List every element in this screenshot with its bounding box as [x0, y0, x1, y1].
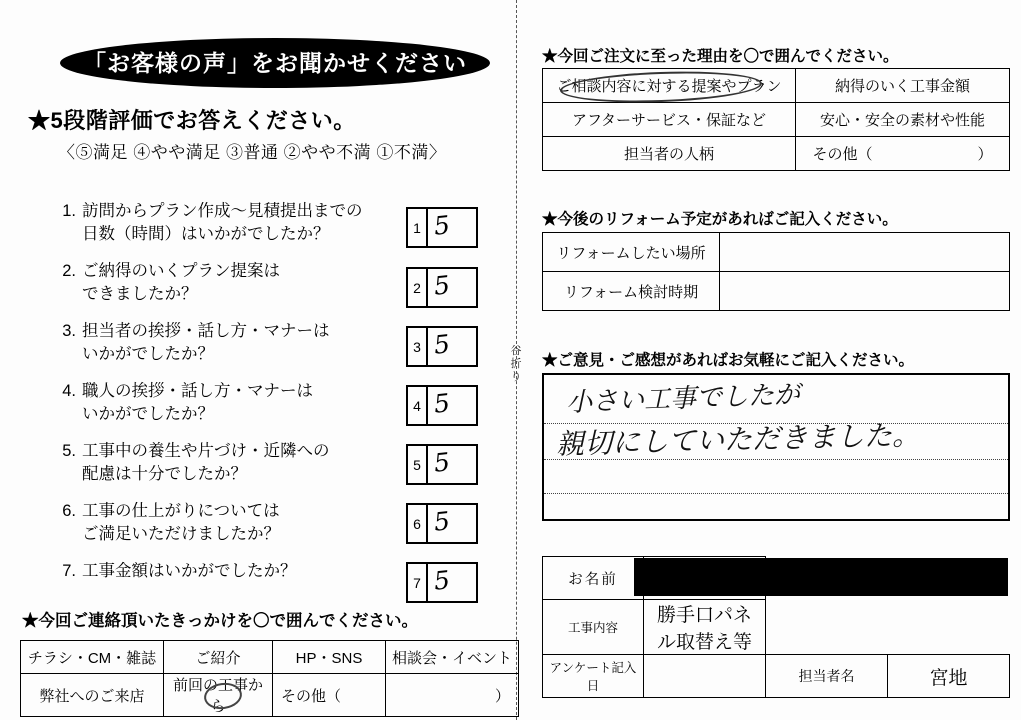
question-text-line1: 担当者の挨拶・話し方・マナーは: [82, 322, 330, 340]
question-text-line2: 日数（時間）はいかがでしたか？: [82, 225, 330, 243]
contact-source-option-other-label[interactable]: その他（: [273, 674, 386, 717]
comment-rule-3: [544, 493, 1008, 494]
fold-label-char-1: 谷: [510, 345, 522, 357]
page-title: 「お客様の声」をお聞かせください: [60, 38, 490, 88]
answer-box-number: 2: [408, 269, 428, 306]
order-reason-title: ★今回ご注文に至った理由を〇で囲んでください。: [542, 48, 899, 65]
answer-box-6[interactable]: [406, 503, 478, 544]
contact-source-option-event[interactable]: 相談会・イベント: [386, 641, 519, 674]
answer-box-3[interactable]: [406, 326, 478, 367]
comment-handwriting-line2: 親切にしていただきました。: [555, 418, 921, 461]
answer-value: 5: [432, 565, 452, 596]
contact-source-table: [20, 640, 519, 717]
question-text-line1: 工事金額はいかがでしたか？: [82, 562, 297, 580]
contact-source-option-flyer[interactable]: チラシ・CM・雑誌: [21, 641, 164, 674]
table-row: [543, 233, 1010, 272]
reason-option-other[interactable]: その他（ ）: [796, 137, 1010, 171]
work-content-label: 工事内容: [543, 600, 644, 655]
question-item: [34, 200, 414, 260]
table-row: [543, 600, 1010, 655]
reason-option-proposal[interactable]: ご相談内容に対する提案やプラン: [543, 69, 796, 103]
staff-name-label: 担当者名: [766, 655, 888, 698]
question-text-line1: 工事中の養生や片づけ・近隣への: [82, 442, 330, 460]
answer-value: 5: [432, 506, 452, 537]
question-text-line2: 配慮は十分でしたか？: [82, 465, 247, 483]
table-row: [21, 674, 519, 717]
question-text-line1: 工事の仕上がりについては: [82, 502, 280, 520]
question-text-line2: いかがでしたか？: [82, 405, 214, 423]
answer-box-number: 7: [408, 564, 428, 601]
comment-handwriting-line1: 小さい工事でしたが: [565, 379, 801, 419]
table-row: [543, 103, 1010, 137]
contact-source-option-referral[interactable]: ご紹介: [164, 641, 273, 674]
question-number: 3.: [62, 322, 76, 340]
work-content-value[interactable]: 勝手口パネル取替え等: [644, 600, 766, 655]
question-text: [82, 380, 412, 426]
answer-box-4[interactable]: [406, 385, 478, 426]
question-item: [34, 500, 414, 560]
survey-date-label: アンケート記入日: [543, 655, 644, 698]
question-text-line1: ご納得のいくプラン提案は: [82, 262, 280, 280]
customer-name-label: お名前: [543, 557, 644, 600]
question-number: 7.: [62, 562, 76, 580]
question-text: [82, 320, 412, 366]
question-text-line1: 職人の挨拶・話し方・マナーは: [82, 382, 313, 400]
rating-scale-legend: 〈⑤満足 ④やや満足 ③普通 ②やや不満 ①不満〉: [58, 143, 447, 162]
table-row: [543, 137, 1010, 171]
plan-timing-value[interactable]: [720, 272, 1010, 311]
answer-value: 5: [432, 388, 452, 419]
contact-source-option-hp-sns[interactable]: HP・SNS: [273, 641, 386, 674]
question-item: [34, 260, 414, 320]
question-text: [82, 200, 412, 246]
contact-source-option-store-visit[interactable]: 弊社へのご来店: [21, 674, 164, 717]
question-item: [34, 320, 414, 380]
question-number: 2.: [62, 262, 76, 280]
right-panel: [520, 0, 1021, 720]
table-row: [21, 641, 519, 674]
answer-box-1[interactable]: [406, 207, 478, 248]
question-text-line2: ご満足いただけましたか？: [82, 525, 280, 543]
question-list: [34, 200, 414, 620]
question-text-line1: 訪問からプラン作成～見積提出までの: [82, 202, 363, 220]
plan-location-label: リフォームしたい場所: [543, 233, 720, 272]
table-row: [543, 272, 1010, 311]
contact-source-option-previous-work[interactable]: 前回の工事から: [164, 674, 273, 717]
answer-box-2[interactable]: [406, 267, 478, 308]
answer-box-number: 4: [408, 387, 428, 424]
answer-box-7[interactable]: [406, 562, 478, 603]
question-number: 5.: [62, 442, 76, 460]
answer-box-number: 3: [408, 328, 428, 365]
answer-value: 5: [432, 270, 452, 301]
question-text: [82, 440, 412, 486]
future-plan-table: [542, 232, 1010, 311]
answer-box-number: 1: [408, 209, 428, 246]
reason-option-aftersales[interactable]: アフターサービス・保証など: [543, 103, 796, 137]
answer-box-number: 5: [408, 446, 428, 483]
future-plan-title: ★今後のリフォーム予定があればご記入ください。: [542, 211, 898, 228]
question-item: [34, 380, 414, 440]
answer-value: 5: [432, 447, 452, 478]
survey-date-value[interactable]: [644, 655, 766, 698]
question-item: [34, 440, 414, 500]
question-text: [82, 260, 412, 306]
question-text: [82, 500, 412, 546]
redaction-bar-customer-name: [634, 558, 1008, 596]
question-text-line2: できましたか？: [82, 285, 198, 303]
fold-label-char-3: り: [510, 371, 522, 383]
contact-source-option-other-close[interactable]: ）: [386, 674, 519, 717]
plan-timing-label: リフォーム検討時期: [543, 272, 720, 311]
question-number: 4.: [62, 382, 76, 400]
question-number: 6.: [62, 502, 76, 520]
fold-label-char-2: 折: [510, 358, 522, 370]
reason-option-price[interactable]: 納得のいく工事金額: [796, 69, 1010, 103]
answer-box-5[interactable]: [406, 444, 478, 485]
question-number: 1.: [62, 202, 76, 220]
answer-value: 5: [432, 329, 452, 360]
contact-source-title: ★今回ご連絡頂いたきっかけを〇で囲んでください。: [22, 612, 418, 630]
reason-option-staff-personality[interactable]: 担当者の人柄: [543, 137, 796, 171]
answer-box-number: 6: [408, 505, 428, 542]
question-text: [82, 560, 412, 583]
comments-title: ★ご意見・ご感想があればお気軽にご記入ください。: [542, 352, 915, 369]
question-text-line2: いかがでしたか？: [82, 345, 214, 363]
rating-heading: ★5段階評価でお答えください。: [28, 108, 356, 133]
table-row: [543, 655, 1010, 698]
staff-name-value[interactable]: 宮地: [888, 655, 1010, 698]
plan-location-value[interactable]: [720, 233, 1010, 272]
reason-option-safety[interactable]: 安心・安全の素材や性能: [796, 103, 1010, 137]
answer-value: 5: [432, 210, 452, 241]
